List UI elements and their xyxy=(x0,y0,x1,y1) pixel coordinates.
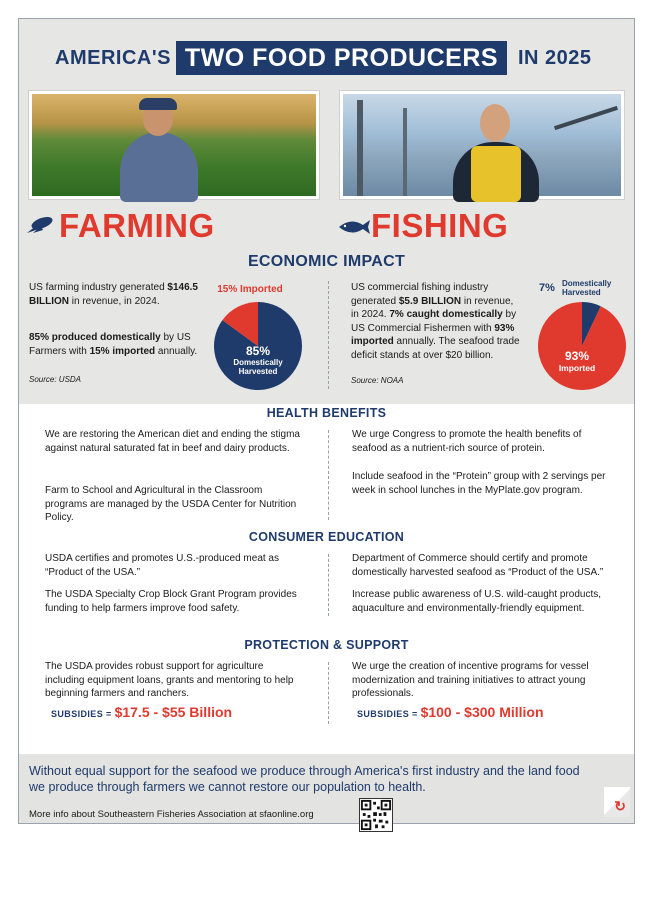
title-right: IN 2025 xyxy=(518,47,592,69)
farming-pie-line2: Harvested xyxy=(238,367,278,376)
farming-source: Source: USDA xyxy=(29,375,82,384)
fisherman-photo xyxy=(340,91,624,199)
fishing-pie-imported: Imported xyxy=(558,363,596,373)
fishing-education-1: Department of Commerce should certify and promote domestically harvested seafood as “Product of the USA.” xyxy=(352,553,604,578)
fishing-subsidies xyxy=(357,704,544,720)
flyer-sheet xyxy=(18,18,635,824)
health-divider xyxy=(328,430,329,520)
economic-impact-heading: ECONOMIC IMPACT xyxy=(247,253,406,270)
education-divider xyxy=(328,554,329,616)
boat-crane xyxy=(554,106,618,130)
closing-statement: Without equal support for the seafood we produce through America's first industry and the land food we produce through farmers we cannot restore our population to health. xyxy=(29,764,580,794)
fishing-pie-domestic-pct: 7% xyxy=(539,282,555,294)
fishing-pie-inner-label xyxy=(547,349,607,373)
fishing-econ-deficit: annually. The seafood trade deficit stands at over $20 billion. xyxy=(351,336,520,361)
qr-code-icon[interactable] xyxy=(359,798,393,832)
farming-pie-imported-label: 15% Imported xyxy=(217,284,283,295)
fisherman-figure-head xyxy=(480,104,510,142)
top-panel xyxy=(19,19,634,404)
fishing-subsidies-label: SUBSIDIES = xyxy=(357,709,418,719)
fishing-education-2: Increase public awareness of U.S. wild-caught products, aquaculture and environmentally-friendly equipment. xyxy=(352,589,602,614)
health-heading: HEALTH BENEFITS xyxy=(266,406,387,420)
fishing-econ-domestic: 7% caught domestically xyxy=(389,309,503,320)
title-left: AMERICA'S xyxy=(55,47,171,69)
farming-health-1: We are restoring the American diet and ending the stigma against natural saturated fat in beef and dairy products. xyxy=(45,429,300,454)
middle-panel xyxy=(19,404,634,754)
farming-protection: The USDA provides robust support for agriculture including equipment loans, grants and mentoring to help beginning farmers and ranchers. xyxy=(45,661,294,699)
fishing-health-1: We urge Congress to promote the health benefits of seafood as a nutrient-rich source of protein. xyxy=(352,429,582,454)
farming-econ-revenue-suffix: in revenue, in 2024. xyxy=(69,295,160,307)
farming-education-2: The USDA Specialty Crop Block Grant Program provides funding to help farmers improve food safety. xyxy=(45,589,297,614)
fishing-econ-revenue-suffix: in revenue, in 2024. xyxy=(351,295,514,320)
corn-icon xyxy=(25,215,55,235)
fishing-protection: We urge the creation of incentive programs for vessel modernization and training initiatives to attract young professionals. xyxy=(352,661,589,699)
fishing-pie-pct: 93% xyxy=(564,349,590,363)
fish-icon xyxy=(337,217,371,237)
page-curl-arrow-icon: ↻ xyxy=(614,798,626,814)
farmer-figure-body xyxy=(120,132,198,202)
farming-pie-inner-label xyxy=(223,344,293,376)
fishing-pie-slice-imported xyxy=(538,302,626,390)
education-heading: CONSUMER EDUCATION xyxy=(248,530,405,544)
farming-econ-revenue-intro: US farming industry generated xyxy=(29,282,165,293)
fishing-pie-outer-label xyxy=(562,279,622,297)
bottom-panel xyxy=(19,754,634,823)
fishing-econ-revenue: $5.9 BILLION xyxy=(398,295,462,307)
fishing-econ-mid: by US Commercial Fishermen with xyxy=(351,309,517,334)
fisherman-figure-vest xyxy=(471,146,521,202)
boat-mast-secondary xyxy=(403,108,407,196)
title-box: TWO FOOD PRODUCERS xyxy=(176,41,507,75)
farming-label: FARMING xyxy=(59,207,215,244)
more-info-link[interactable]: More info about Southeastern Fisheries Association at sfaonline.org xyxy=(29,809,314,820)
farming-domestic-text xyxy=(29,331,201,358)
farming-econ-imported: 15% imported xyxy=(89,345,156,357)
farming-economic-text xyxy=(29,281,201,308)
fishing-pie-outer-line2: Harvested xyxy=(562,288,601,297)
farming-econ-domestic-mid: by US Farmers with xyxy=(29,332,191,357)
fishing-economic-text xyxy=(351,281,521,362)
fishing-health-2: Include seafood in the “Protein” group with 2 servings per week in school lunches in the MyPlate.gov program. xyxy=(352,471,606,496)
farmer-figure-hat xyxy=(139,98,177,110)
farming-pie-line1: Domestically xyxy=(233,358,283,367)
protection-divider xyxy=(328,662,329,724)
fishing-pie-chart xyxy=(537,301,627,391)
farming-subsidies xyxy=(51,704,232,720)
fishing-label: FISHING xyxy=(371,207,509,244)
protection-heading: PROTECTION & SUPPORT xyxy=(244,638,409,652)
boat-mast xyxy=(357,100,363,196)
title-row xyxy=(19,41,634,75)
farming-subsidies-label: SUBSIDIES = xyxy=(51,709,112,719)
fishing-source: Source: NOAA xyxy=(351,376,404,385)
fishing-econ-intro: US commercial fishing industry generated xyxy=(351,282,489,307)
farming-econ-annually: annually. xyxy=(155,345,198,357)
farming-health-2: Farm to School and Agricultural in the Classroom programs are managed by the USDA Center for Nutrition Policy. xyxy=(45,485,297,523)
farming-subsidies-value: $17.5 - $55 Billion xyxy=(114,704,233,720)
farmer-photo xyxy=(29,91,319,199)
economic-divider xyxy=(328,281,329,389)
fishing-subsidies-value: $100 - $300 Million xyxy=(420,704,544,720)
fishing-pie-outer-line1: Domestically xyxy=(562,279,612,288)
farming-econ-revenue-value: $146.5 BILLION xyxy=(29,282,198,307)
farming-education-1: USDA certifies and promotes U.S.-produced meat as “Product of the USA.” xyxy=(45,553,279,578)
fishing-econ-imported: 93% imported xyxy=(351,322,515,347)
farming-pie-pct: 85% xyxy=(245,344,271,358)
farming-econ-domestic: 85% produced domestically xyxy=(29,332,161,343)
